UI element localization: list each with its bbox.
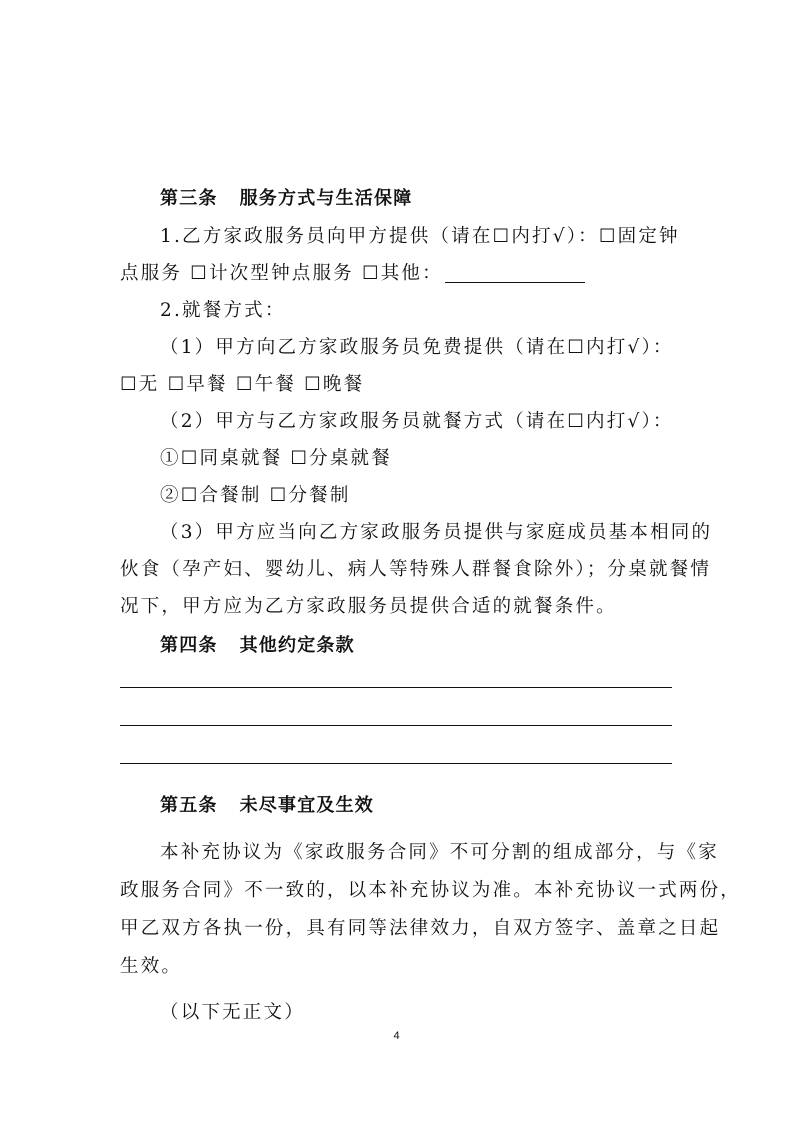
article-3-number: 第三条: [160, 188, 218, 209]
dining-mode-option-2: ②☐合餐制 ☐分餐制: [160, 485, 351, 506]
meal-provision-line1: （3）甲方应当向乙方家政服务员提供与家庭成员基本相同的: [160, 522, 713, 543]
article-4-heading: [160, 631, 355, 657]
meal-provision-line3: 况下，甲方应为乙方家政服务员提供合适的就餐条件。: [120, 596, 617, 617]
other-terms-blank-line-2[interactable]: [120, 725, 672, 726]
effect-line4: 生效。: [120, 956, 183, 977]
end-of-text-note: （以下无正文）: [160, 1002, 305, 1023]
other-terms-blank-line-3[interactable]: [120, 763, 672, 764]
dining-heading: 2.就餐方式：: [160, 300, 286, 321]
article-5-number: 第五条: [160, 795, 218, 816]
service-type-options: 点服务 ☐计次型钟点服务 ☐其他：: [120, 263, 443, 284]
article-5-heading: [160, 791, 374, 817]
service-type-line1: 1.乙方家政服务员向甲方提供（请在☐内打√）：☐固定钟: [160, 226, 680, 247]
dining-free-line1: （1）甲方向乙方家政服务员免费提供（请在☐内打√）：: [160, 337, 674, 358]
effect-line3: 甲乙双方各执一份，具有同等法律效力，自双方签字、盖章之日起: [120, 918, 721, 939]
dining-free-options: ☐无 ☐早餐 ☐午餐 ☐晚餐: [120, 374, 365, 395]
dining-mode-option-1: ①☐同桌就餐 ☐分桌就餐: [160, 448, 392, 469]
page-number: 4: [393, 1030, 400, 1042]
dining-mode-line1: （2）甲方与乙方家政服务员就餐方式（请在☐内打√）：: [160, 411, 674, 432]
effect-line2: 政服务合同》不一致的，以本补充协议为准。本补充协议一式两份，: [120, 880, 742, 901]
article-4-title: 其他约定条款: [239, 635, 355, 656]
effect-line1: 本补充协议为《家政服务合同》不可分割的组成部分，与《家: [160, 842, 719, 863]
article-5-title: 未尽事宜及生效: [239, 795, 375, 816]
meal-provision-line2: 伙食（孕产妇、婴幼儿、病人等特殊人群餐食除外）；分桌就餐情: [120, 559, 712, 580]
article-3-title: 服务方式与生活保障: [239, 188, 413, 209]
service-type-line2: [120, 259, 585, 285]
other-service-blank[interactable]: [445, 264, 585, 283]
other-terms-blank-line-1[interactable]: [120, 687, 672, 688]
article-4-number: 第四条: [160, 635, 218, 656]
article-3-heading: [160, 184, 412, 210]
